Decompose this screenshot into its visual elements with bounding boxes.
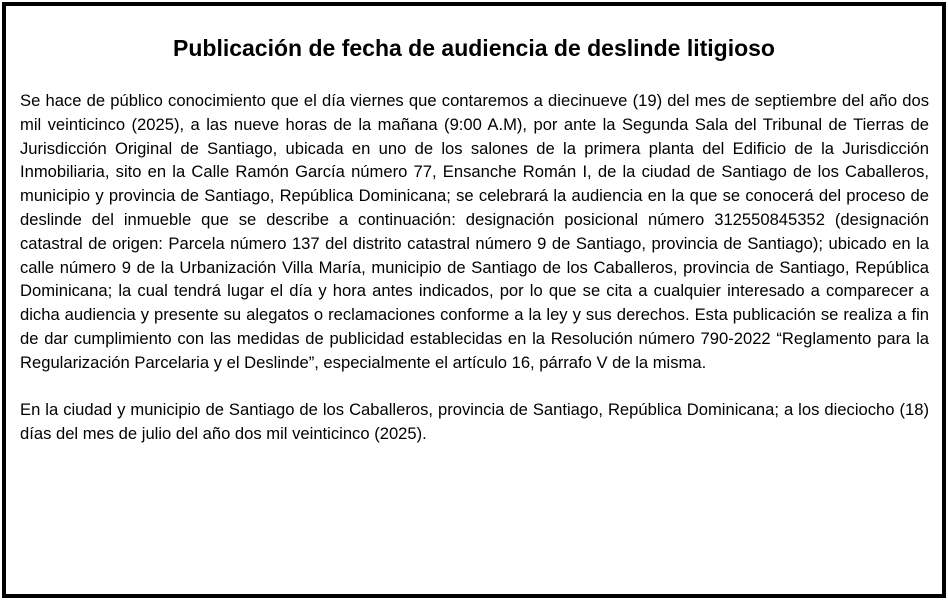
notice-frame bbox=[2, 2, 946, 598]
notice-title: Publicación de fecha de audiencia de deslinde litigioso bbox=[173, 35, 775, 61]
notice-paragraph-place-date: En la ciudad y municipio de Santiago de los Caballeros, provincia de Santiago, República Dominicana; a los dieciocho (18) días del mes de julio del año dos mil veinticinco (2025). bbox=[20, 400, 929, 444]
notice-body bbox=[20, 89, 929, 446]
notice-paragraph-announcement: Se hace de público conocimiento que el día viernes que contaremos a diecinueve (19) del mes de septiembre del año dos mil veinticinco (2025), a las nueve horas de la mañana (9:00 A.M), por ante la Segunda Sala del Tribunal de Tierras de Jurisdicción Original de Santiago, ubicada en uno de los salones de la primera planta del Edificio de la Jurisdicción Inmobiliaria, sito en la Calle Ramón García número 77, Ensanche Román I, de la ciudad de Santiago de los Caballeros, municipio y provincia de Santiago, República Dominicana; se celebrará la audiencia en la que se conocerá del proceso de deslinde del inmueble que se describe a continuación: designación posicional número 312550845352 (designación catastral de origen: Parcela número 137 del distrito catastral número 9 de Santiago, provincia de Santiago); ubicado en la calle número 9 de la Urbanización Villa María, municipio de Santiago de los Caballeros, provincia de Santiago, República Dominicana; la cual tendrá lugar el día y hora antes indicados, por lo que se cita a cualquier interesado a comparecer a dicha audiencia y presente su alegatos o reclamaciones conforme a la ley y sus derechos. Esta publicación se realiza a fin de dar cumplimiento con las medidas de publicidad establecidas en la Resolución número 790-2022 “Reglamento para la Regularización Parcelaria y el Deslinde”, especialmente el artículo 16, párrafo V de la misma. bbox=[20, 91, 929, 372]
